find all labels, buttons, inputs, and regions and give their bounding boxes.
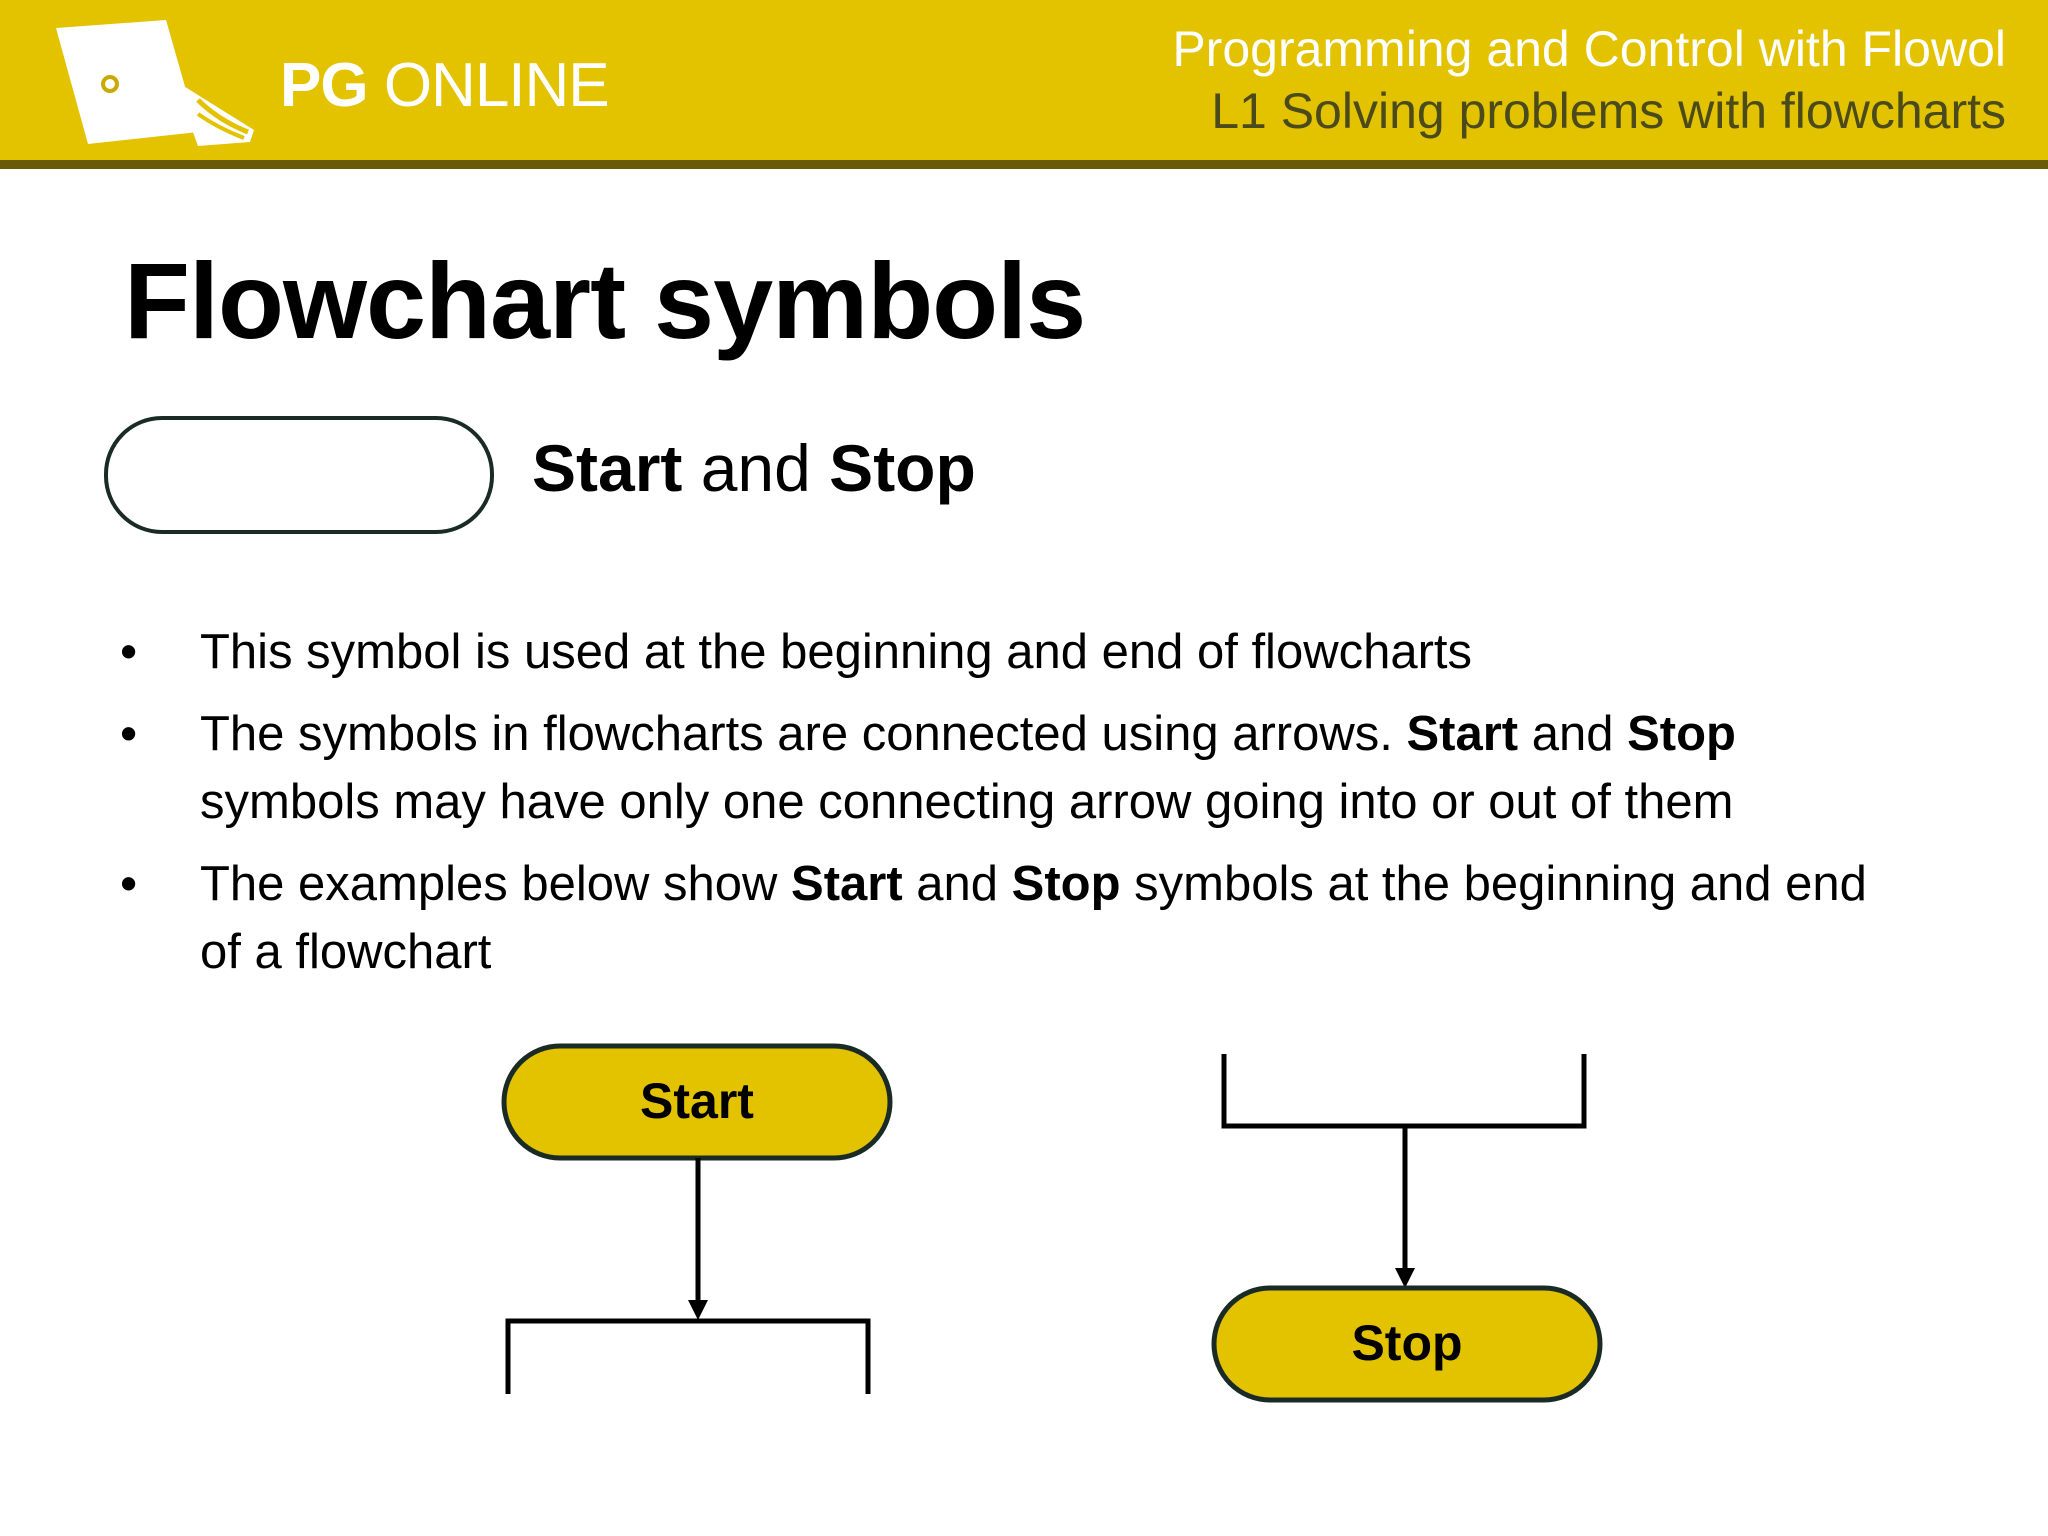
page-title: Flowchart symbols — [124, 240, 1086, 361]
stop-label: Stop — [1351, 1315, 1463, 1371]
bullet-marker: • — [120, 857, 138, 911]
process-box-partial — [1224, 1054, 1584, 1126]
bullet-text: and — [902, 857, 1012, 911]
symbol-heading-start: Start — [532, 431, 683, 505]
start-label: Start — [640, 1073, 754, 1129]
start-arrowhead — [688, 1300, 708, 1320]
bullet-bold-stop: Stop — [1011, 857, 1121, 911]
bullet-bold-stop: Stop — [1627, 707, 1736, 761]
bullet-bold-start: Start — [791, 857, 903, 911]
bullet-marker: • — [120, 707, 138, 761]
process-box-partial — [508, 1321, 868, 1394]
symbol-heading-and: and — [682, 431, 830, 505]
bullet-text: This symbol is used at the beginning and end of flowcharts — [200, 625, 1473, 679]
bullet-text: symbols may have only one connecting arrow going into or out of them — [200, 775, 1734, 829]
brand-name-regular: ONLINE — [367, 51, 609, 120]
bullet-marker: • — [120, 625, 138, 679]
stop-arrowhead — [1395, 1268, 1415, 1288]
lesson-title: L1 Solving problems with flowcharts — [1211, 83, 2006, 139]
symbol-heading-stop: Stop — [829, 431, 976, 505]
bullet-text: symbols at the beginning and end of a flowchart — [200, 857, 1867, 979]
course-title: Programming and Control with Flowol — [1172, 21, 2006, 77]
bullet-bold-start: Start — [1406, 707, 1519, 761]
bullet-text: The examples below show — [200, 857, 792, 911]
bullet-text: The symbols in flowcharts are connected using arrows. — [200, 707, 1407, 761]
brand-name-bold: PG — [280, 51, 368, 120]
bullet-text: and — [1518, 707, 1628, 761]
